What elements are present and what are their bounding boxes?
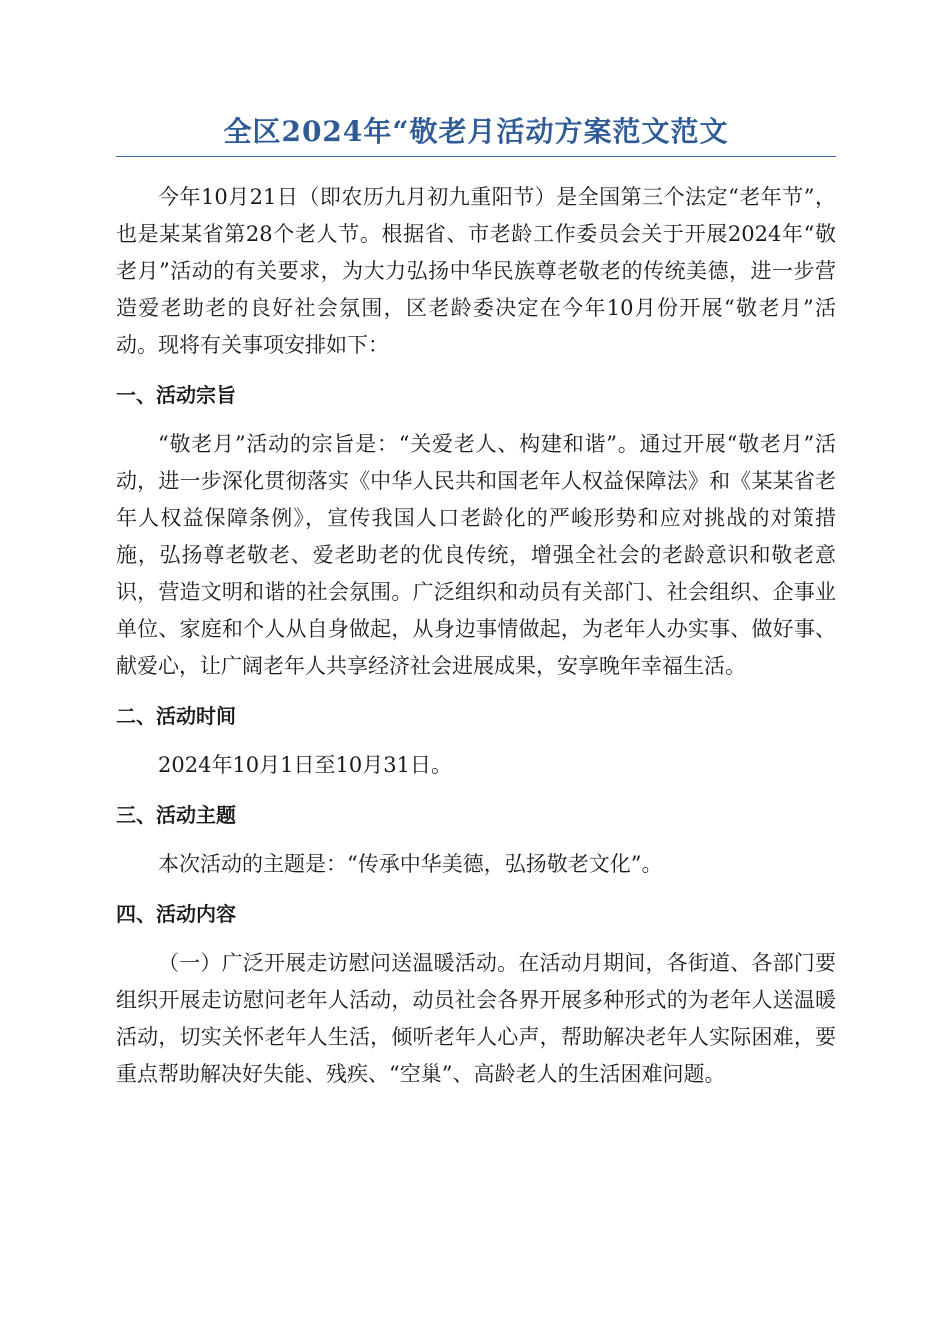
intro-paragraph: 今年10月21日（即农历九月初九重阳节）是全国第三个法定“老年节”，也是某某省第28个老人节。根据省、市老龄工作委员会关于开展2024年“敬老月”活动的有关要求，为大力弘扬中华民族尊老敬老的传统美德，进一步营造爱老助老的良好社会氛围，区老龄委决定在今年10月份开展“敬老月”活动。现将有关事项安排如下： [116,185,836,357]
document-title: 全区2024年“敬老月活动方案范文范文 [116,112,836,157]
document-page [116,112,836,1093]
section-heading-theme: 三、活动主题 [116,803,236,827]
section-body-theme: 本次活动的主题是：“传承中华美德，弘扬敬老文化”。 [158,852,663,876]
section-heading-purpose: 一、活动宗旨 [116,383,236,407]
section-heading-content: 四、活动内容 [116,902,236,926]
section-body-content: （一）广泛开展走访慰问送温暖活动。在活动月期间，各街道、各部门要组织开展走访慰问老年人活动，动员社会各界开展多种形式的为老年人送温暖活动，切实关怀老年人生活，倾听老年人心声，帮助解决老年人实际困难，要重点帮助解决好失能、残疾、“空巢”、高龄老人的生活困难问题。 [116,951,836,1086]
section-body-purpose: “敬老月”活动的宗旨是：“关爱老人、构建和谐”。通过开展“敬老月”活动，进一步深化贯彻落实《中华人民共和国老年人权益保障法》和《某某省老年人权益保障条例》，宣传我国人口老龄化的严峻形势和应对挑战的对策措施，弘扬尊老敬老、爱老助老的优良传统，增强全社会的老龄意识和敬老意识，营造文明和谐的社会氛围。广泛组织和动员有关部门、社会组织、企事业单位、家庭和个人从自身做起，从身边事情做起，为老年人办实事、做好事、献爱心，让广阔老年人共享经济社会进展成果，安享晚年幸福生活。 [116,432,836,678]
section-body-time: 2024年10月1日至10月31日。 [158,753,452,777]
section-heading-time: 二、活动时间 [116,704,236,728]
